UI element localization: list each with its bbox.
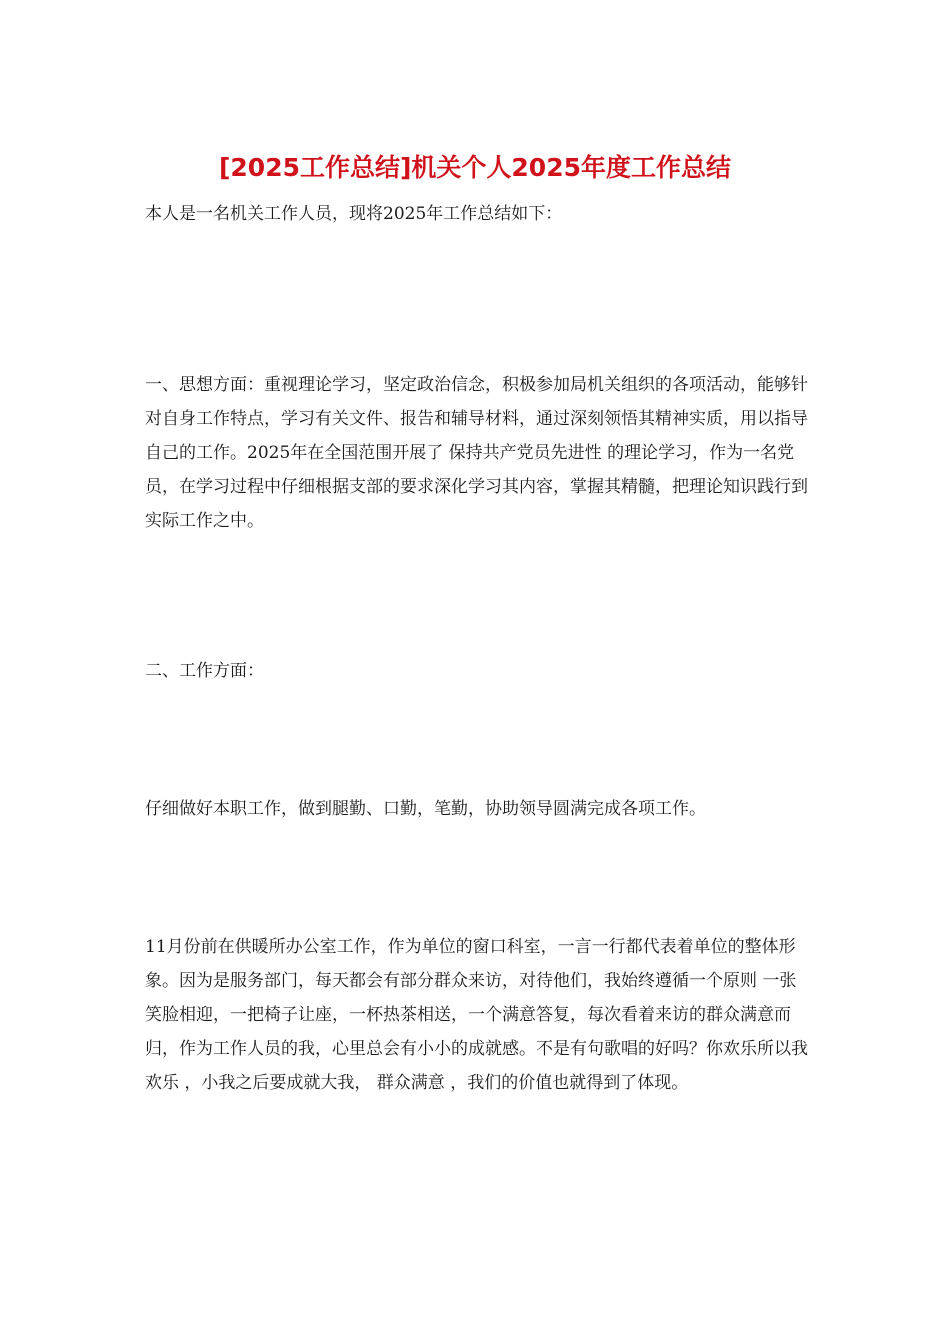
thought-section-paragraph: 一、思想方面：重视理论学习，坚定政治信念，积极参加局机关组织的各项活动，能够针对自身工作特点，学习有关文件、报告和辅导材料，通过深刻领悟其精神实质，用以指导自己的工作。2025年在全国范围开展了 保持共产党员先进性 的理论学习，作为一名党员，在学习过程中仔细根据支部的要求深化学习其内容，掌握其精髓，把理论知识践行到实际工作之中。 xyxy=(145,375,808,531)
intro-paragraph: 本人是一名机关工作人员，现将2025年工作总结如下： xyxy=(145,204,563,224)
office-work-paragraph: 11月份前在供暖所办公室工作，作为单位的窗口科室，一言一行都代表着单位的整体形象。因为是服务部门，每天都会有部分群众来访，对待他们，我始终遵循一个原则 一张笑脸相迎，一把椅子让座，一杯热茶相送，一个满意答复，每次看着来访的群众满意而归，作为工作人员的我，心里总会有小小的成就感。不是有句歌唱的好吗？你欢乐所以我欢乐 ，小我之后要成就大我， 群众满意 ，我们的价值也就得到了体现。 xyxy=(145,937,808,1093)
document-title: [2025工作总结]机关个人2025年度工作总结 xyxy=(218,153,731,182)
work-section-heading: 二、工作方面： xyxy=(145,661,264,681)
duties-paragraph: 仔细做好本职工作，做到腿勤、口勤，笔勤，协助领导圆满完成各项工作。 xyxy=(145,799,706,819)
